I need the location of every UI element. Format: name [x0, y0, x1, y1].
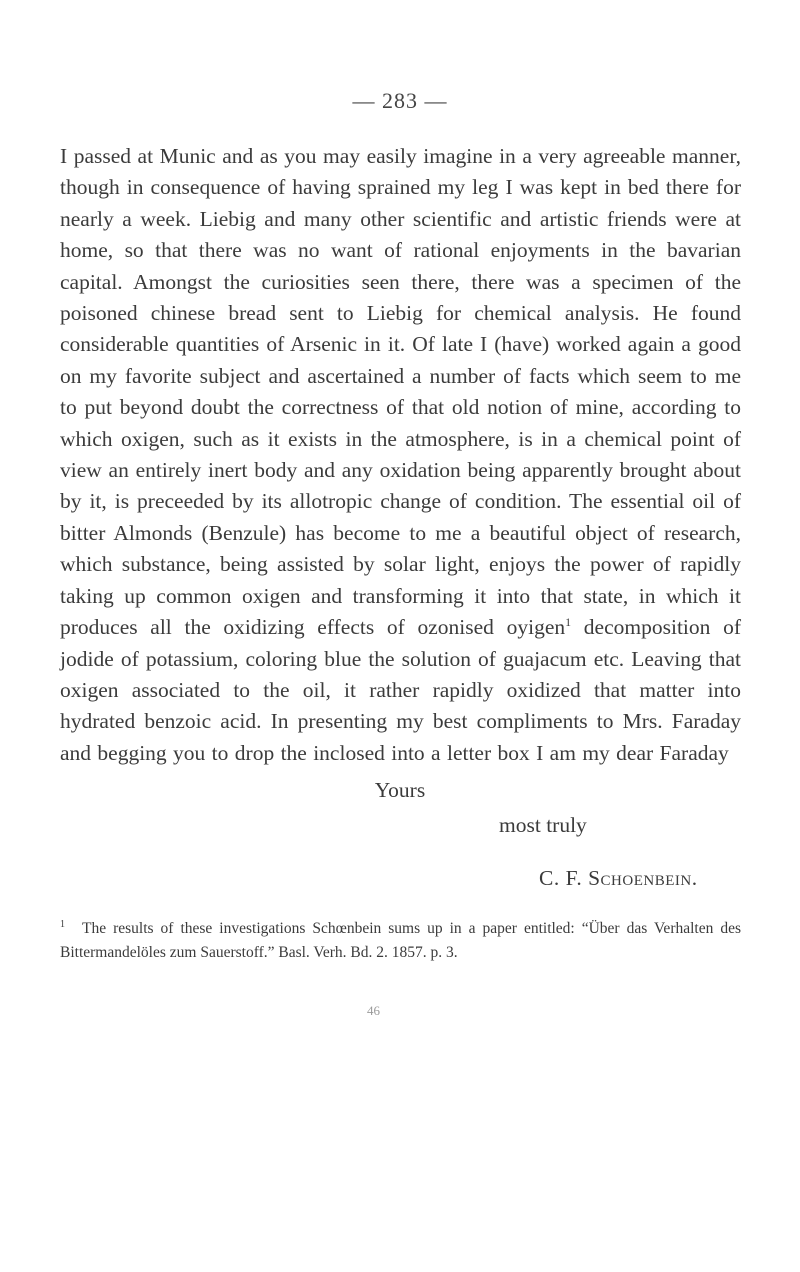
letter-body-text-part-1: I passed at Munic and as you may easily imagine in a very agreeable manner, though in consequence of having sprained my leg I was kept in bed there for nearly a week. Liebig and many other scientific and artistic friends were at home, so that there was no want of rational enjoyments in the bavarian capital. Amongst the curiosities seen there, there was a specimen of the poisoned chinese bread sent to Liebig for chemical analysis. He found considerable quantities of Arsenic in it. Of late I (have) worked again a good on my favorite subject and ascertained a number of facts which seem to me to put beyond doubt the correctness of that old notion of mine, according to which oxigen, such as it exists in the atmosphere, is in a chemical point of view an entirely inert body and any oxidation being apparently brought about by it, is preceeded by its allotropic change of condition. The essential oil of bitter Almonds (Benzule) has become to me a beautiful object of research, which substance, being assisted by solar light, enjoys the power of rapidly taking up common oxigen and transforming it into that state, in which it produces all the oxidizing effects of ozonised oyigen: [60, 144, 741, 640]
letter-body-text-part-2: decomposition of jodide of potassium, coloring blue the solution of guajacum etc. Leaving that oxigen associated to the oil, it rather rapidly oxidized that matter into hydrated benzoic acid. In presenting my best compliments to Mrs. Faraday and begging you to drop the inclosed into a letter box I am my dear Faraday: [60, 615, 741, 765]
signature: C. F. Schoenbein.: [539, 866, 698, 890]
footnote-reference: 1: [565, 614, 572, 629]
footnote: [60, 917, 741, 965]
closing-most-truly: most truly: [499, 813, 587, 837]
bottom-library-mark: 46: [367, 1003, 380, 1018]
letter-body: [60, 141, 741, 769]
closing-yours: Yours: [374, 778, 426, 802]
footnote-number: 1: [60, 918, 65, 930]
footnote-text: The results of these investigations Schœnbein sums up in a paper entitled: “Über das Verhalten des Bittermandelöles zum Sauerstoff.” Basl. Verh. Bd. 2. 1857. p. 3.: [60, 920, 741, 961]
page-number: — 283 —: [352, 88, 448, 113]
